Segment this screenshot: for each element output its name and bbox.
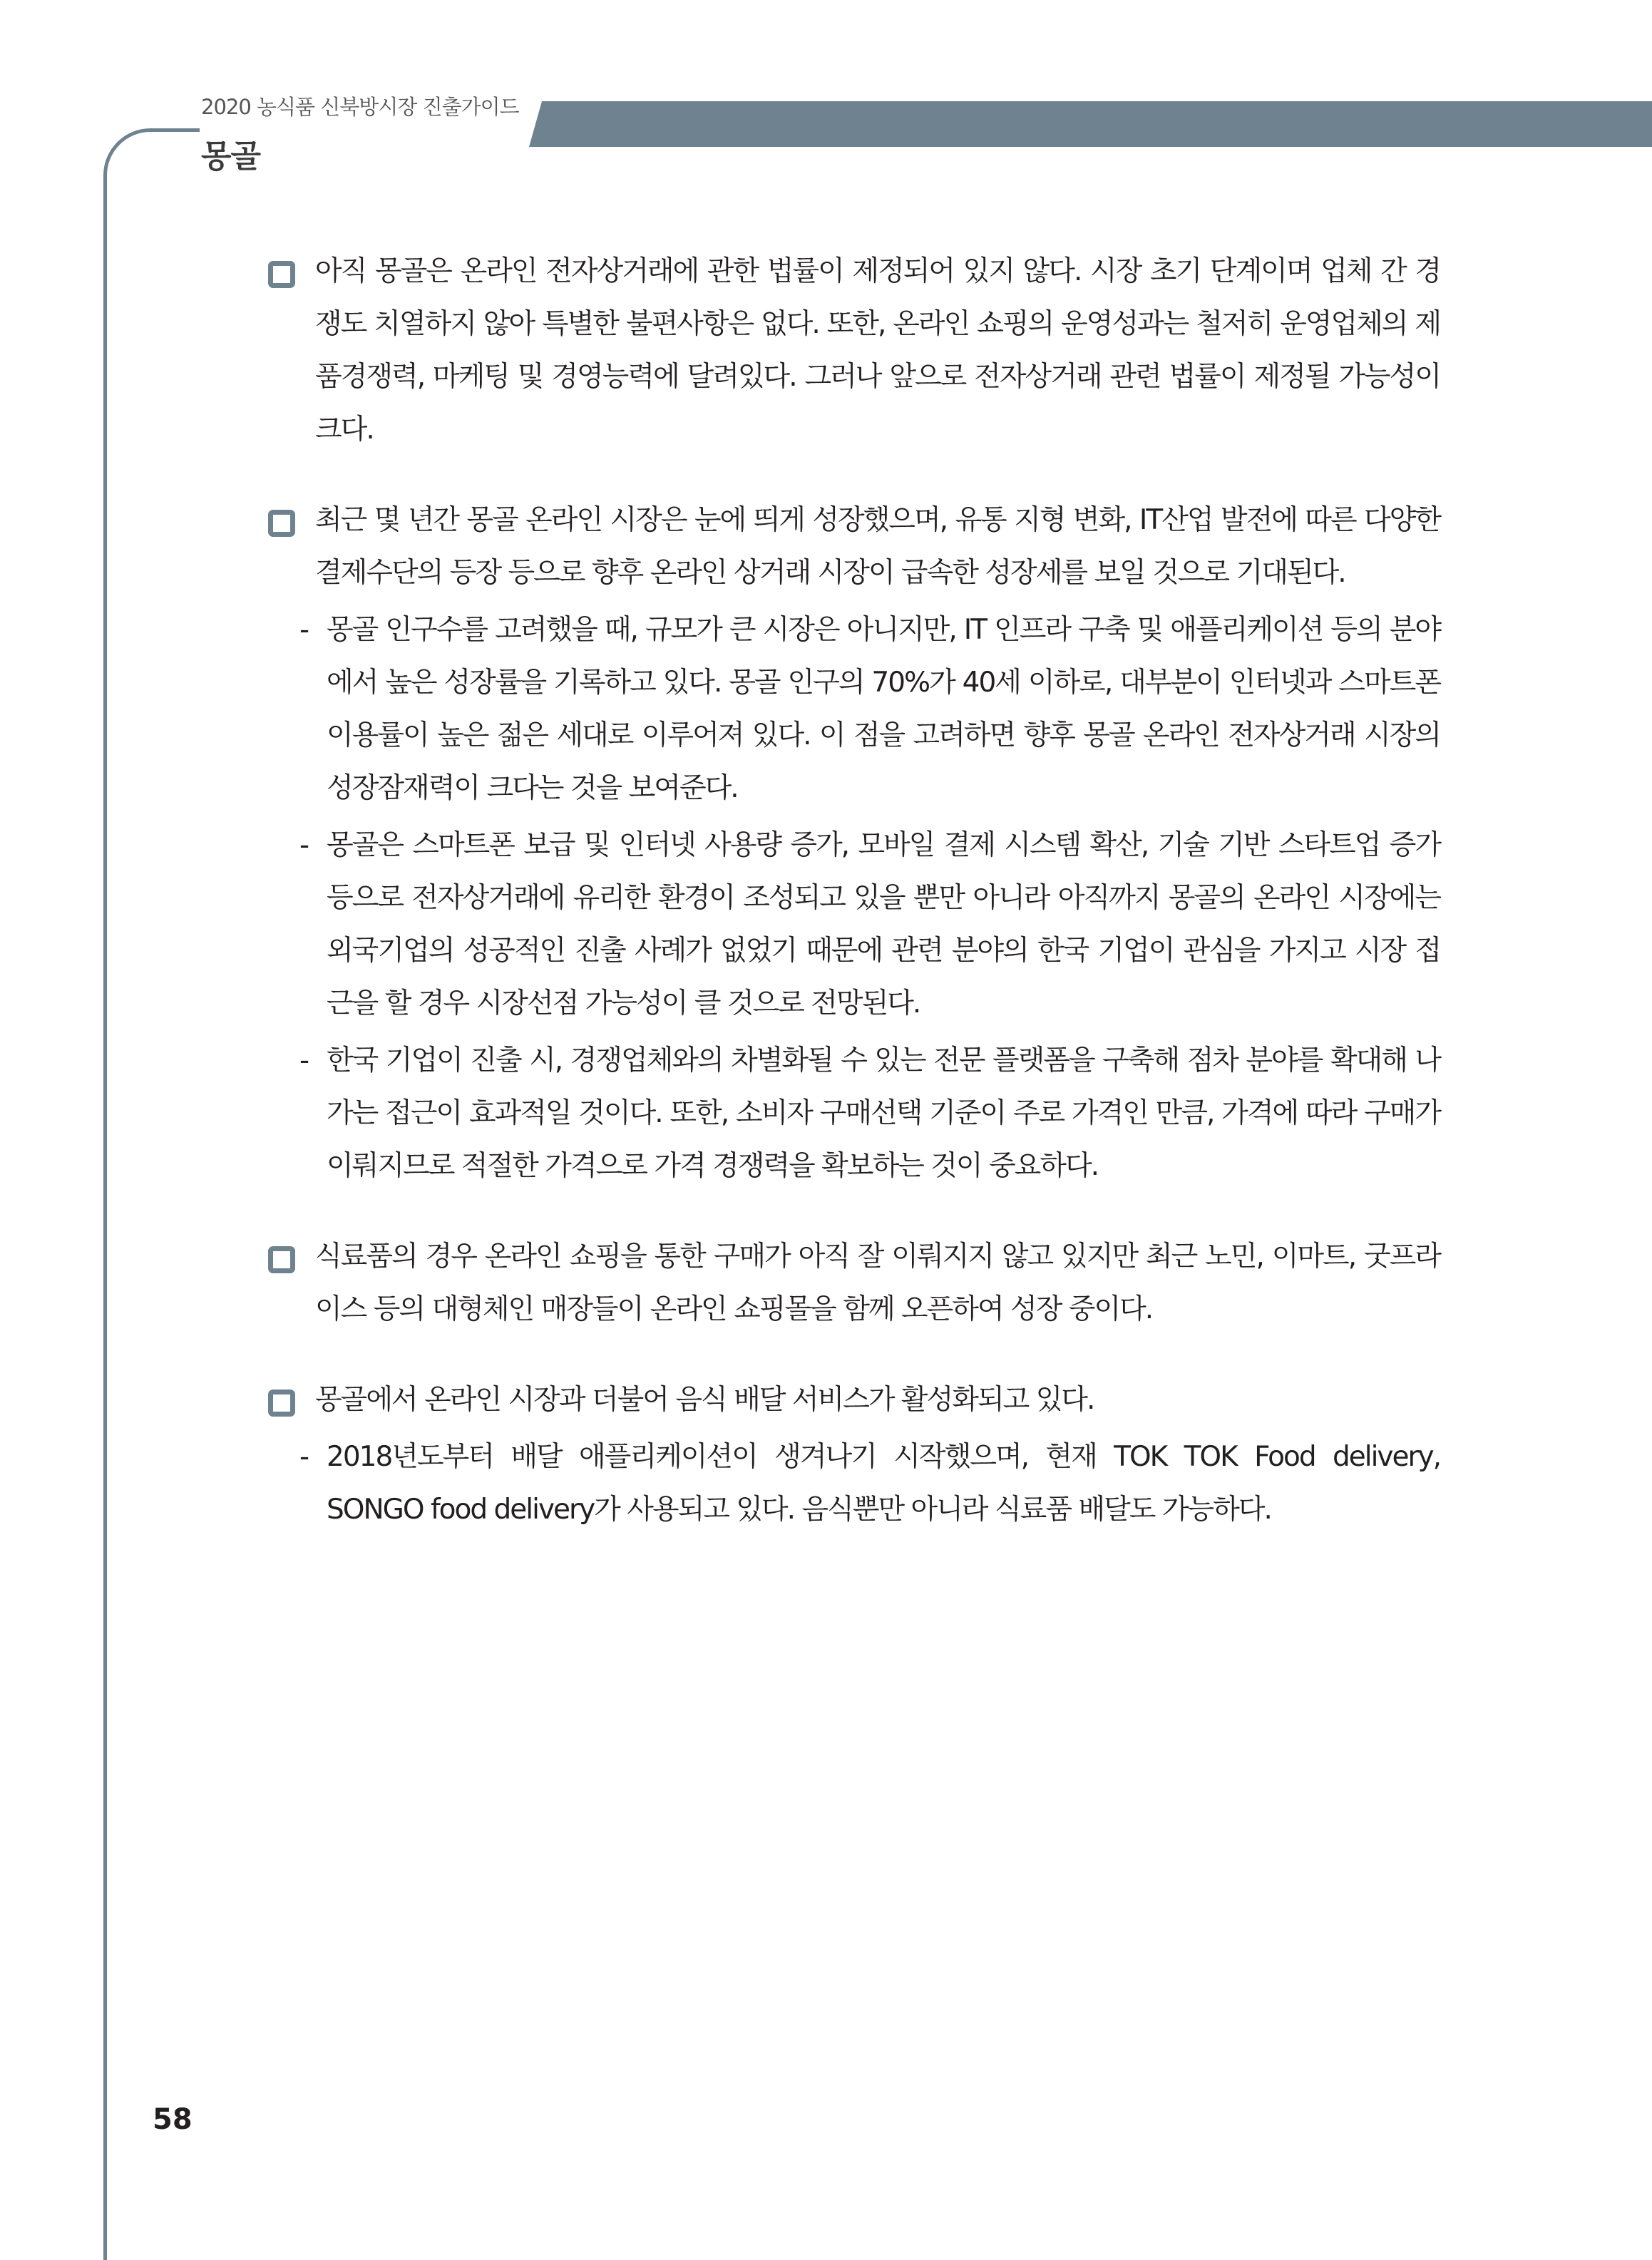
content-body	[265, 245, 1440, 1574]
sub-item-text: 한국 기업이 진출 시, 경쟁업체와의 차별화될 수 있는 전문 플랫폼을 구축해 점차 분야를 확대해 나가는 접근이 효과적일 것이다. 또한, 소비자 구매선택 기준이 주로 가격인 만큼, 가격에 따라 구매가 이뤄지므로 적절한 가격으로 가격 경쟁력을 확보하는 것이 중요하다.	[327, 1044, 1440, 1182]
sub-item-text: 몽골 인구수를 고려했을 때, 규모가 큰 시장은 아니지만, IT 인프라 구축 및 애플리케이션 등의 분야에서 높은 성장률을 기록하고 있다. 몽골 인구의 70%가 40세 이하로, 대부분이 인터넷과 스마트폰 이용률이 높은 젊은 세대로 이루어져 있다. 이 점을 고려하면 향후 몽골 온라인 전자상거래 시장의 성장잠재력이 크다는 것을 보여준다.	[327, 614, 1440, 804]
sub-item-text: 몽골은 스마트폰 보급 및 인터넷 사용량 증가, 모바일 결제 시스템 확산, 기술 기반 스타트업 증가 등으로 전자상거래에 유리한 환경이 조성되고 있을 뿐만 아니라 아직까지 몽골의 온라인 시장에는 외국기업의 성공적인 진출 사례가 없었기 때문에 관련 분야의 한국 기업이 관심을 가지고 시장 접근을 할 경우 시장선점 가능성이 클 것으로 전망된다.	[327, 829, 1440, 1019]
square-box-icon	[268, 1246, 295, 1273]
bullet-paragraph	[265, 1374, 1440, 1427]
sub-item-text: 2018년도부터 배달 애플리케이션이 생겨나기 시작했으며, 현재 TOK TOK Food delivery, SONGO food delivery가 사용되고 있다. 음식뿐만 아니라 식료품 배달도 가능하다.	[327, 1441, 1440, 1526]
sub-item	[265, 1034, 1440, 1193]
paragraph-text: 최근 몇 년간 몽골 온라인 시장은 눈에 띄게 성장했으며, 유통 지형 변화, IT산업 발전에 따른 다양한 결제수단의 등장 등으로 향후 온라인 상거래 시장이 급속한 성장세를 보일 것으로 기대된다.	[315, 504, 1440, 589]
section-3	[265, 1231, 1440, 1336]
bullet-paragraph	[265, 245, 1440, 456]
running-header: 2020 농식품 신북방시장 진출가이드	[201, 95, 519, 119]
section-title: 몽골	[201, 138, 261, 175]
paragraph-text: 몽골에서 온라인 시장과 더불어 음식 배달 서비스가 활성화되고 있다.	[315, 1384, 1094, 1416]
dash-bullet: -	[299, 614, 309, 646]
sub-item	[265, 819, 1440, 1030]
dash-bullet: -	[299, 829, 309, 861]
dash-bullet: -	[299, 1441, 309, 1473]
page-number: 58	[153, 2103, 193, 2136]
sub-item	[265, 1431, 1440, 1536]
section-1	[265, 245, 1440, 456]
section-2	[265, 494, 1440, 1193]
square-box-icon	[268, 261, 295, 288]
square-box-icon	[268, 510, 295, 537]
page-frame-line	[103, 128, 200, 2260]
dash-bullet: -	[299, 1044, 309, 1077]
section-4	[265, 1374, 1440, 1536]
sub-item	[265, 604, 1440, 815]
header-bar	[529, 101, 1652, 147]
square-box-icon	[268, 1390, 295, 1417]
paragraph-text: 식료품의 경우 온라인 쇼핑을 통한 구매가 아직 잘 이뤄지지 않고 있지만 최근 노민, 이마트, 굿프라이스 등의 대형체인 매장들이 온라인 쇼핑몰을 함께 오픈하여 성장 중이다.	[315, 1241, 1440, 1325]
paragraph-text: 아직 몽골은 온라인 전자상거래에 관한 법률이 제정되어 있지 않다. 시장 초기 단계이며 업체 간 경쟁도 치열하지 않아 특별한 불편사항은 없다. 또한, 온라인 쇼핑의 운영성과는 철저히 운영업체의 제품경쟁력, 마케팅 및 경영능력에 달려있다. 그러나 앞으로 전자상거래 관련 법률이 제정될 가능성이 크다.	[315, 255, 1440, 446]
bullet-paragraph	[265, 1231, 1440, 1336]
bullet-paragraph	[265, 494, 1440, 600]
